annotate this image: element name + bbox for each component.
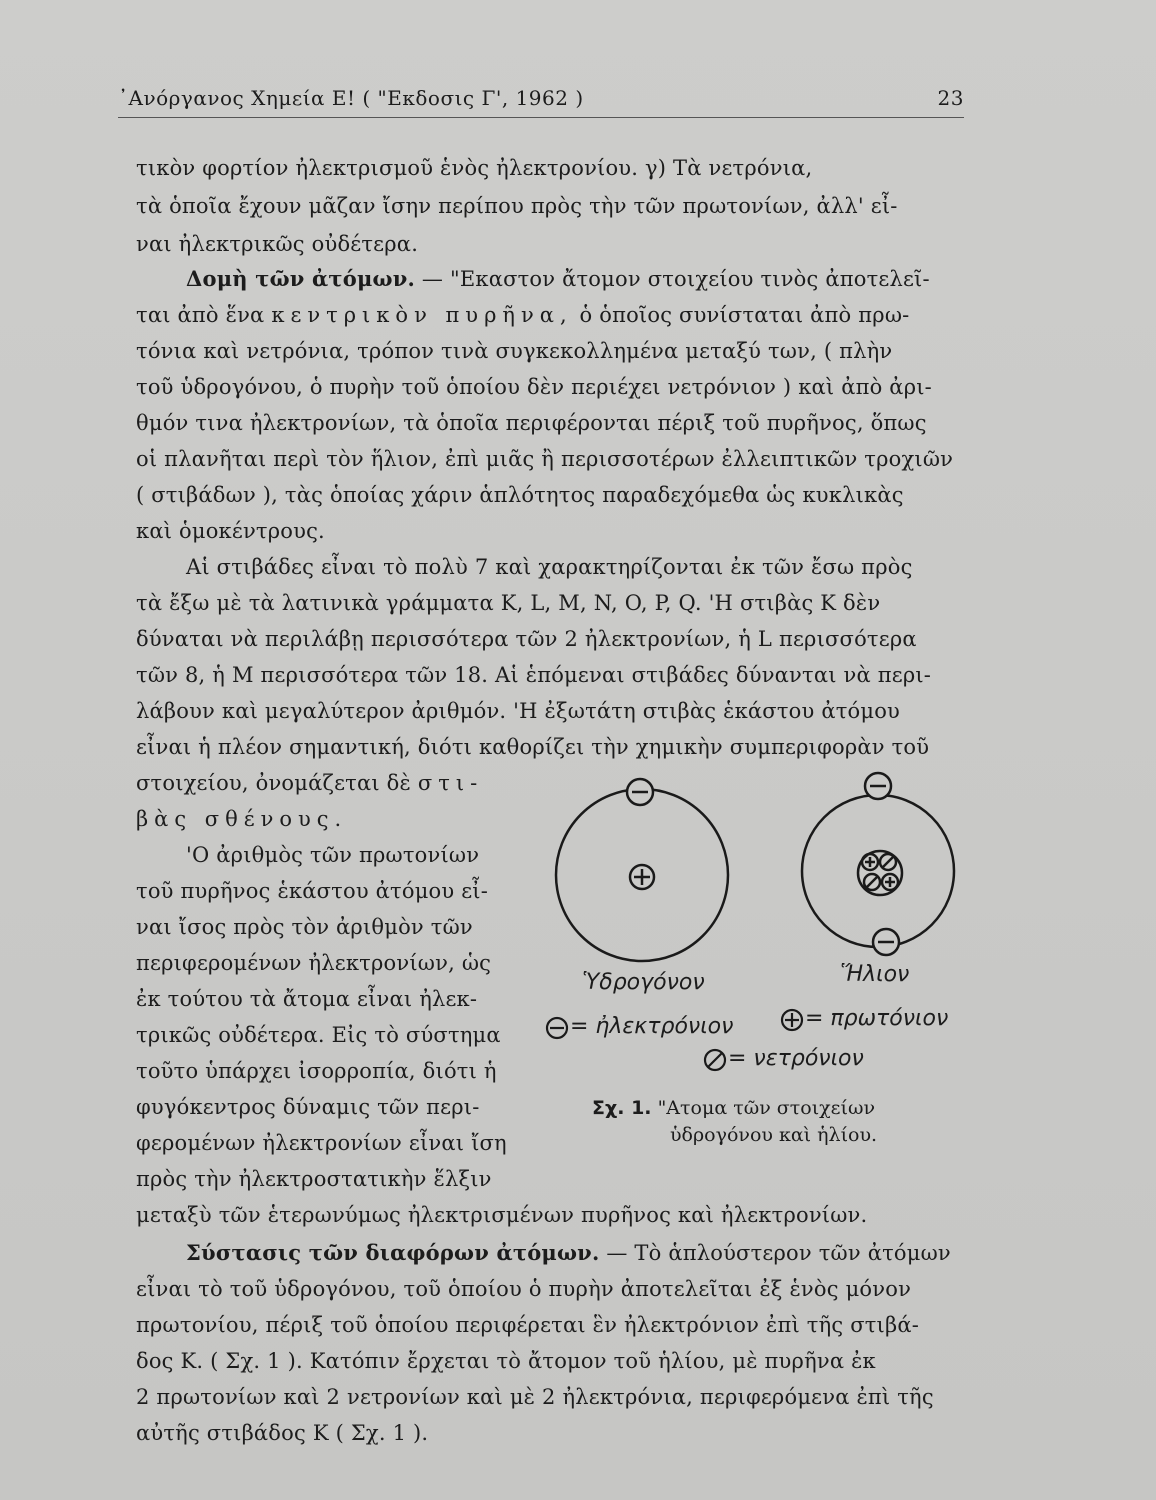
- text-line: τόνια καὶ νετρόνια, τρόπον τινὰ συγκεκολλημένα μεταξύ των, ( πλὴν: [136, 339, 893, 363]
- text-line: τρικῶς οὐδέτερα. Εἰς τὸ σύστημα: [136, 1023, 501, 1047]
- figure-caption-line2: ὑδρογόνου καὶ ἡλίου.: [670, 1124, 878, 1146]
- text-line: φερομένων ἠλεκτρονίων εἶναι ἴση: [136, 1131, 507, 1155]
- text-line: τῶν 8, ἡ Μ περισσότερα τῶν 18. Αἱ ἑπόμεναι στιβάδες δύνανται νὰ περι-: [136, 663, 932, 687]
- text-line: λάβουν καὶ μεγαλύτερον ἀριθμόν. 'Η ἐξωτάτη στιβὰς ἑκάστου ἀτόμου: [136, 699, 901, 723]
- legend-electron: = ἠλεκτρόνιον: [570, 1014, 734, 1039]
- text-line: ναι ἴσος πρὸς τὸν ἀριθμὸν τῶν: [136, 915, 473, 939]
- text-line: ται ἀπὸ ἕνα κεντρικὸν πυρῆνα, ὁ ὁποῖος συνίσταται ἀπὸ πρω-: [136, 303, 910, 327]
- text-line: εἶναι τὸ τοῦ ὑδρογόνου, τοῦ ὁποίου ὁ πυρὴν ἀποτελεῖται ἐξ ἑνὸς μόνον: [136, 1277, 912, 1301]
- text-line: τοῦ πυρῆνος ἑκάστου ἀτόμου εἶ-: [136, 879, 489, 903]
- text-line: φυγόκεντρος δύναμις τῶν περι-: [136, 1095, 480, 1119]
- text-line: αὐτῆς στιβάδος Κ ( Σχ. 1 ).: [136, 1421, 429, 1445]
- figure-caption: Σχ. 1. "Ατομα τῶν στοιχείων: [592, 1097, 876, 1119]
- text-line: πρὸς τὴν ἠλεκτροστατικὴν ἕλξιν: [136, 1167, 492, 1191]
- emphasized-term: στι-: [417, 771, 484, 795]
- text-line: στοιχείου, ὀνομάζεται δὲ στι-: [136, 771, 484, 795]
- running-title: ᾿Ανόργανος Χημεία Ε! ( "Εκδοσις Γ', 1962 ): [118, 86, 584, 110]
- text-line: πρωτονίου, πέριξ τοῦ ὁποίου περιφέρεται ἓν ἠλεκτρόνιον ἐπὶ τῆς στιβά-: [136, 1313, 919, 1337]
- text-line: Δομὴ τῶν ἀτόμων. — "Εκαστον ἄτομον στοιχείου τινὸς ἀποτελεῖ-: [186, 266, 930, 291]
- hydrogen-atom: [556, 779, 728, 961]
- text-line: [136, 806, 347, 832]
- text-line: Σύστασις τῶν διαφόρων ἀτόμων. — Τὸ ἁπλούστερον τῶν ἀτόμων: [186, 1240, 951, 1265]
- text-line: τοῦ ὑδρογόνου, ὁ πυρὴν τοῦ ὁποίου δὲν περιέχει νετρόνιον ) καὶ ἀπὸ ἀρι-: [136, 375, 932, 399]
- text-line: περιφερομένων ἠλεκτρονίων, ὡς: [136, 951, 492, 975]
- text-line: ναι ἠλεκτρικῶς οὐδέτερα.: [136, 232, 419, 256]
- text-line: καὶ ὁμοκέντρους.: [136, 519, 325, 543]
- text-line: δύναται νὰ περιλάβῃ περισσότερα τῶν 2 ἠλεκτρονίων, ἡ L περισσότερα: [136, 627, 917, 651]
- text-line: εἶναι ἡ πλέον σημαντική, διότι καθορίζει τὴν χημικὴν συμπεριφορὰν τοῦ: [136, 735, 930, 759]
- text-line: θμόν τινα ἠλεκτρονίων, τὰ ὁποῖα περιφέρονται πέριξ τοῦ πυρῆνος, ὅπως: [136, 411, 927, 435]
- text-line: 'Ο ἀριθμὸς τῶν πρωτονίων: [186, 843, 480, 867]
- text-line: τοῦτο ὑπάρχει ἰσορροπία, διότι ἡ: [136, 1059, 497, 1083]
- text-line: δος Κ. ( Σχ. 1 ). Κατόπιν ἔρχεται τὸ ἄτομον τοῦ ἡλίου, μὲ πυρῆνα ἐκ: [136, 1349, 876, 1373]
- text-line: ( στιβάδων ), τὰς ὁποίας χάριν ἁπλότητος παραδεχόμεθα ὡς κυκλικὰς: [136, 483, 904, 507]
- section-heading-structure: Δομὴ τῶν ἀτόμων.: [186, 266, 416, 291]
- atom-diagram: [530, 770, 970, 1150]
- text-line: ἐκ τούτου τὰ ἄτομα εἶναι ἠλεκ-: [136, 987, 478, 1011]
- helium-atom: [802, 773, 954, 955]
- hydrogen-label: Ὑδρογόνον: [582, 970, 705, 995]
- running-header: [118, 86, 964, 110]
- caption-number: Σχ. 1.: [592, 1097, 652, 1119]
- legend-proton: = πρωτόνιον: [805, 1006, 949, 1031]
- header-rule: [118, 117, 964, 118]
- page-number: 23: [937, 86, 964, 110]
- emphasized-term: κεντρικὸν πυρῆνα,: [271, 303, 573, 327]
- text-line: τὰ ἔξω μὲ τὰ λατινικὰ γράμματα K, L, M, N, O, P, Q. 'Η στιβὰς Κ δὲν: [136, 591, 881, 615]
- text-line: οἱ πλανῆται περὶ τὸν ἥλιον, ἐπὶ μιᾶς ἢ περισσοτέρων ἐλλειπτικῶν τροχιῶν: [136, 447, 954, 471]
- helium-label: Ἥλιον: [840, 962, 910, 987]
- text-line: 2 πρωτονίων καὶ 2 νετρονίων καὶ μὲ 2 ἠλεκτρόνια, περιφερόμενα ἐπὶ τῆς: [136, 1385, 934, 1409]
- text-line: τὰ ὁποῖα ἔχουν μᾶζαν ἴσην περίπου πρὸς τὴν τῶν πρωτονίων, ἀλλ' εἶ-: [136, 194, 898, 218]
- section-heading-composition: Σύστασις τῶν διαφόρων ἀτόμων.: [186, 1240, 600, 1265]
- text-line: Αἱ στιβάδες εἶναι τὸ πολὺ 7 καὶ χαρακτηρίζονται ἐκ τῶν ἔσω πρὸς: [186, 555, 913, 579]
- text-line: μεταξὺ τῶν ἑτερωνύμως ἠλεκτρισμένων πυρῆνος καὶ ἠλεκτρονίων.: [136, 1203, 868, 1227]
- legend-neutron: = νετρόνιον: [728, 1046, 864, 1071]
- text-line: τικὸν φορτίον ἠλεκτρισμοῦ ἑνὸς ἠλεκτρονίου. γ) Τὰ νετρόνια,: [136, 156, 813, 180]
- emphasized-term: βὰς σθένους.: [136, 807, 348, 831]
- figure-atoms: [530, 770, 970, 1150]
